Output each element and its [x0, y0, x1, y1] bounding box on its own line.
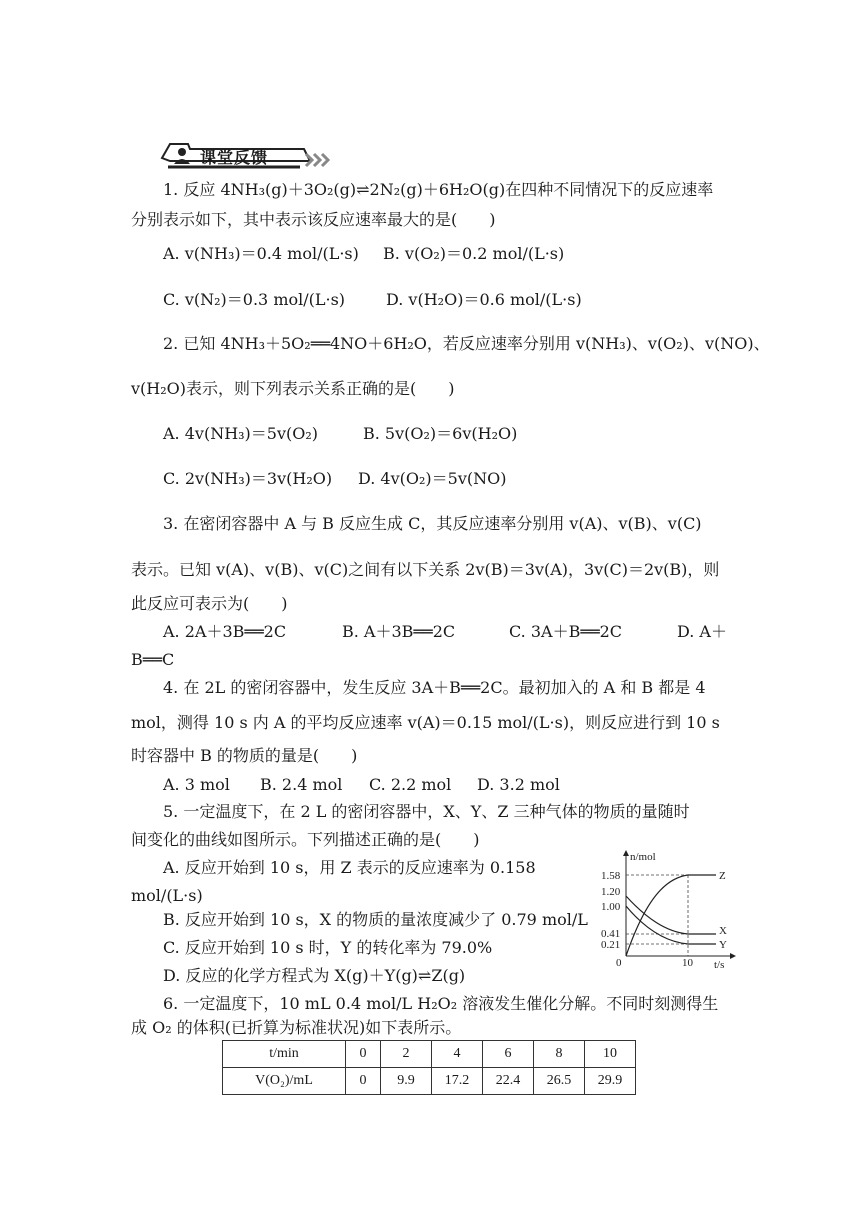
table-row — [223, 1068, 636, 1095]
q5-stem-line1: 5. 一定温度下，在 2 L 的密闭容器中，X、Y、Z 三种气体的物质的量随时 — [163, 802, 690, 821]
table-cell: 6 — [483, 1041, 534, 1068]
q2-stem-line1: 2. 已知 4NH₃＋5O₂══4NO＋6H₂O，若反应速率分别用 v(NH₃)、v(O₂)、v(NO)、 — [163, 334, 770, 353]
q3-option-b: B. A＋3B══2C — [342, 622, 456, 641]
q6-stem-line1: 6. 一定温度下，10 mL 0.4 mol/L H₂O₂ 溶液发生催化分解。不同时刻测得生 — [163, 994, 719, 1013]
q5-stem-line2: 间变化的曲线如图所示。下列描述正确的是( ) — [131, 830, 480, 849]
q5-graph — [596, 848, 742, 970]
table-cell: 29.9 — [585, 1068, 636, 1095]
q5-graph-y-label: n/mol — [630, 851, 656, 863]
q3-option-d-continued: B══C — [131, 650, 175, 669]
q2-option-b: B. 5v(O₂)＝6v(H₂O) — [363, 424, 518, 443]
q5-curve-label: X — [719, 925, 727, 937]
q1-option-b: B. v(O₂)＝0.2 mol/(L·s) — [383, 244, 565, 263]
q5-graph-x-tick: 10 — [682, 957, 693, 969]
q5-option-c: C. 反应开始到 10 s 时，Y 的转化率为 79.0% — [163, 938, 493, 957]
table-cell: 22.4 — [483, 1068, 534, 1095]
table-cell: 8 — [534, 1041, 585, 1068]
q3-stem-line1: 3. 在密闭容器中 A 与 B 反应生成 C，其反应速率分别用 v(A)、v(B)、v(C) — [163, 514, 702, 533]
q6-data-table — [222, 1040, 636, 1095]
q4-stem-line2: mol，测得 10 s 内 A 的平均反应速率 v(A)＝0.15 mol/(L·s)，则反应进行到 10 s — [131, 713, 720, 732]
q4-option-b: B. 2.4 mol — [260, 775, 343, 794]
q5-curve-y — [626, 906, 716, 944]
q5-graph-origin: 0 — [616, 957, 622, 969]
q5-option-a-continued: mol/(L·s) — [131, 886, 203, 905]
q2-option-a: A. 4v(NH₃)＝5v(O₂) — [163, 424, 319, 443]
table-row-header: V(O₂)/mL — [223, 1068, 346, 1095]
table-cell: 4 — [432, 1041, 483, 1068]
q2-option-d: D. 4v(O₂)＝5v(NO) — [358, 469, 507, 488]
q4-stem-line3: 时容器中 B 的物质的量是( ) — [131, 746, 358, 765]
table-cell: 0 — [346, 1068, 381, 1095]
q1-stem-line1: 1. 反应 4NH₃(g)＋3O₂(g)⇌2N₂(g)＋6H₂O(g)在四种不同情况下的反应速率 — [163, 180, 714, 199]
q6-stem-line2: 成 O₂ 的体积(已折算为标准状况)如下表所示。 — [131, 1018, 462, 1037]
q5-option-d: D. 反应的化学方程式为 X(g)＋Y(g)⇌Z(g) — [163, 966, 466, 985]
q3-option-c: C. 3A＋B══2C — [509, 622, 623, 641]
q5-graph-y-tick: 0.21 — [601, 939, 621, 951]
section-title: 课堂反馈 — [200, 148, 269, 167]
q2-stem-line2: v(H₂O)表示，则下列表示关系正确的是( ) — [131, 379, 455, 398]
q1-option-a: A. v(NH₃)＝0.4 mol/(L·s) — [163, 244, 359, 263]
table-cell: 26.5 — [534, 1068, 585, 1095]
q5-graph-y-tick: 1.58 — [601, 870, 621, 882]
table-cell: 2 — [381, 1041, 432, 1068]
table-cell: 9.9 — [381, 1068, 432, 1095]
q5-curve-label: Z — [719, 870, 726, 882]
q4-stem-line1: 4. 在 2L 的密闭容器中，发生反应 3A＋B══2C。最初加入的 A 和 B 都是 4 — [163, 678, 706, 697]
table-cell: 17.2 — [432, 1068, 483, 1095]
q5-graph-y-tick: 1.20 — [601, 886, 621, 898]
q5-option-b: B. 反应开始到 10 s，X 的物质的量浓度减少了 0.79 mol/L — [163, 910, 588, 929]
q3-stem-line3: 此反应可表示为( ) — [131, 594, 288, 613]
table-cell: 10 — [585, 1041, 636, 1068]
table-row — [223, 1041, 636, 1068]
q5-graph-y-tick: 0.41 — [601, 928, 621, 940]
q1-option-d: D. v(H₂O)＝0.6 mol/(L·s) — [386, 290, 582, 309]
q5-graph-x-label: t/s — [714, 959, 725, 970]
q1-option-c: C. v(N₂)＝0.3 mol/(L·s) — [163, 290, 346, 309]
q5-curve-x — [626, 896, 716, 934]
q4-option-a: A. 3 mol — [163, 775, 230, 794]
q4-option-d: D. 3.2 mol — [477, 775, 560, 794]
q5-curve-label: Y — [719, 939, 727, 951]
q2-option-c: C. 2v(NH₃)＝3v(H₂O) — [163, 469, 333, 488]
section-header — [160, 136, 340, 174]
q1-stem-line2: 分别表示如下，其中表示该反应速率最大的是( ) — [131, 210, 496, 229]
table-cell: 0 — [346, 1041, 381, 1068]
q3-stem-line2: 表示。已知 v(A)、v(B)、v(C)之间有以下关系 2v(B)＝3v(A)，3v(C)＝2v(B)，则 — [131, 560, 720, 579]
q3-option-d: D. A＋ — [677, 622, 727, 641]
table-row-header: t/min — [223, 1041, 346, 1068]
q3-option-a: A. 2A＋3B══2C — [163, 622, 287, 641]
q4-option-c: C. 2.2 mol — [369, 775, 452, 794]
q5-graph-y-tick: 1.00 — [601, 901, 621, 913]
q5-option-a: A. 反应开始到 10 s，用 Z 表示的反应速率为 0.158 — [163, 858, 536, 877]
